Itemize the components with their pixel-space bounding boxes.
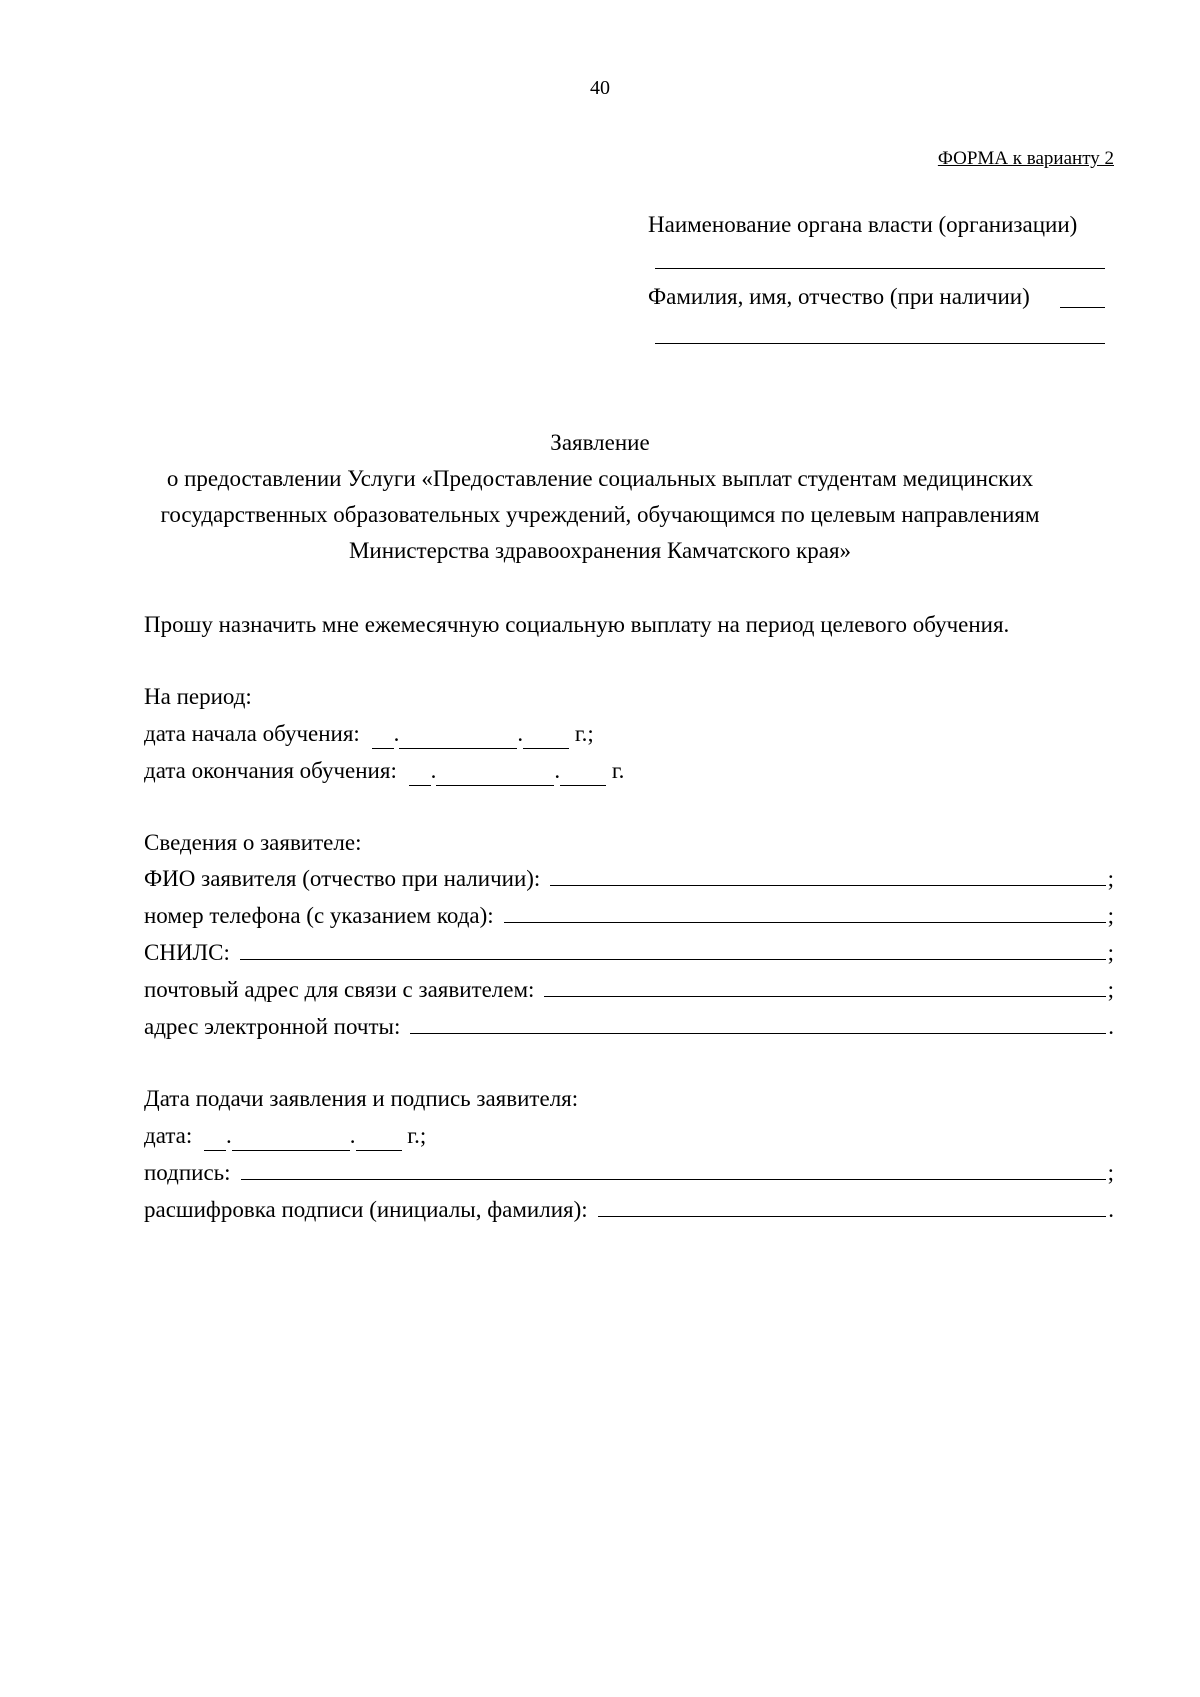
fio-header-short-line[interactable] [1060,307,1105,308]
applicant-snils-field[interactable] [240,958,1106,960]
submission-month-field[interactable] [232,1122,350,1151]
applicant-phone-label: номер телефона (с указанием кода): [144,903,494,928]
fio-header-label: Фамилия, имя, отчество (при наличии) [648,284,1030,309]
start-year-field[interactable] [523,720,569,749]
submission-date-suffix: г.; [407,1123,427,1148]
applicant-snils-row: СНИЛС: ; [144,940,1114,965]
start-year-suffix: г.; [574,721,594,746]
signature-decode-field[interactable] [598,1215,1107,1217]
applicant-email-row: адрес электронной почты: . [144,1014,1114,1039]
applicant-phone-field[interactable] [504,921,1106,923]
submission-date-label: дата: [144,1123,193,1148]
applicant-fio-field[interactable] [550,884,1105,886]
statement-subtitle-line-1: о предоставлении Услуги «Предоставление социальных выплат студентам медицинских [166,466,1034,491]
submission-day-field[interactable] [204,1122,226,1151]
signature-decode-row: расшифровка подписи (инициалы, фамилия): . [144,1197,1114,1222]
statement-title: Заявление [550,430,650,455]
statement-subtitle-line-2: государственных образовательных учреждений, обучающимся по целевым направлениям [160,502,1040,527]
end-date-label: дата окончания обучения: [144,758,397,783]
period-heading: На период: [144,684,252,709]
signature-field[interactable] [241,1178,1106,1180]
submission-date-row: дата: . . г.; [144,1122,426,1151]
start-date-row: дата начала обучения: . . г.; [144,720,594,749]
end-year-suffix: г. [611,758,625,783]
signature-decode-label: расшифровка подписи (инициалы, фамилия): [144,1197,588,1222]
page-number: 40 [590,77,610,99]
submission-year-field[interactable] [356,1122,402,1151]
end-year-field[interactable] [560,757,606,786]
end-date-row: дата окончания обучения: . . г. [144,757,624,786]
org-name-label: Наименование органа власти (организации) [648,212,1078,237]
applicant-snils-label: СНИЛС: [144,940,230,965]
start-date-label: дата начала обучения: [144,721,360,746]
applicant-phone-row: номер телефона (с указанием кода): ; [144,903,1114,928]
form-reference: ФОРМА к варианту 2 [937,148,1114,169]
start-day-field[interactable] [372,720,394,749]
request-text: Прошу назначить мне ежемесячную социальную выплату на период целевого обучения. [144,612,1010,637]
applicant-address-row: почтовый адрес для связи с заявителем: ; [144,977,1114,1002]
end-month-field[interactable] [436,757,554,786]
applicant-fio-row: ФИО заявителя (отчество при наличии): ; [144,866,1114,891]
submission-heading: Дата подачи заявления и подпись заявителя: [144,1086,579,1111]
end-day-field[interactable] [409,757,431,786]
applicant-email-label: адрес электронной почты: [144,1014,401,1039]
applicant-heading: Сведения о заявителе: [144,830,362,855]
org-name-line[interactable] [655,268,1105,269]
statement-subtitle-line-3: Министерства здравоохранения Камчатского края» [348,538,852,563]
applicant-fio-label: ФИО заявителя (отчество при наличии): [144,866,541,891]
signature-label: подпись: [144,1160,231,1185]
start-month-field[interactable] [399,720,517,749]
applicant-address-label: почтовый адрес для связи с заявителем: [144,977,535,1002]
applicant-address-field[interactable] [544,995,1105,997]
applicant-email-field[interactable] [410,1032,1106,1034]
fio-header-line[interactable] [655,343,1105,344]
signature-row: подпись: ; [144,1160,1114,1185]
